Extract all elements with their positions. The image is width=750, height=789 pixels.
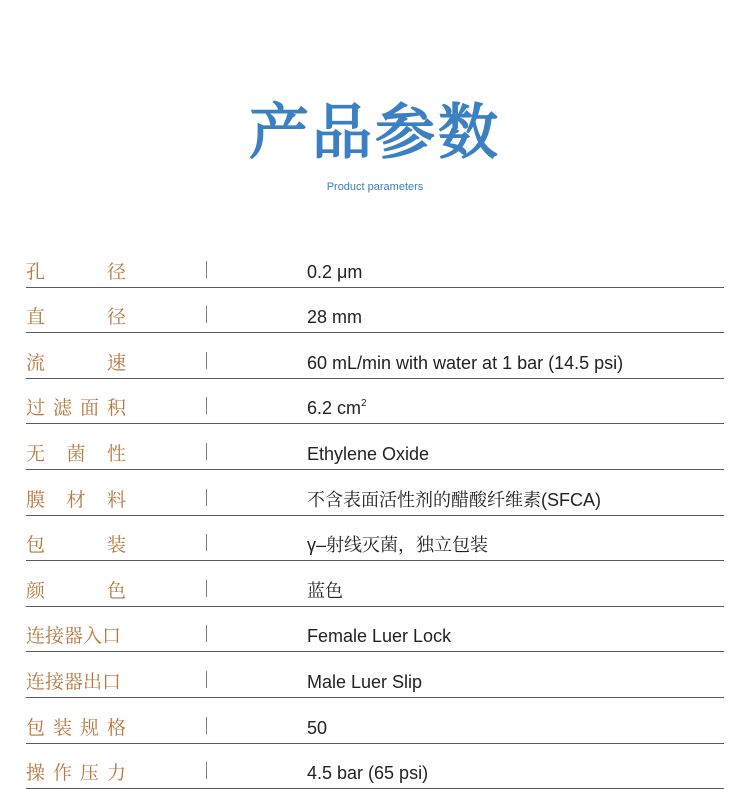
row-separator [206,625,207,642]
row-value-text: 4.5 bar (65 psi) [307,763,429,784]
row-value [307,442,429,466]
row-label-char: 规 [79,716,99,739]
row-value-text: Male Luer Slip [307,671,423,692]
row-label-char: 格 [106,716,126,739]
row-value-text: 60 mL/min with water at 1 bar (14.5 psi) [307,352,624,373]
row-value-text: 0.2 μm [307,261,363,282]
table-row [26,288,724,334]
page-title: 产品参数 [249,98,501,168]
row-label-char: 流 [26,351,46,374]
row-value [307,579,343,603]
row-label-char: 连接器入口 [26,625,122,648]
row-label-char: 力 [106,762,126,785]
row-label [26,260,126,284]
row-label-char: 装 [52,716,72,739]
row-label-char: 包 [26,716,46,739]
row-label-char: 菌 [66,442,86,465]
row-value-text: γ–射线灭菌，独立包装 [307,535,489,556]
row-label-char: 性 [106,442,126,465]
row-label-char: 连接器出口 [26,670,122,693]
row-value-superscript: 2 [361,398,367,410]
row-label [26,533,126,557]
row-label [26,442,126,466]
row-value [307,488,601,512]
row-value [307,761,428,785]
row-label-char: 速 [106,351,126,374]
row-label-char: 装 [106,534,126,557]
row-value [307,533,488,557]
row-separator [206,261,207,278]
row-separator [206,717,207,734]
table-row [26,242,724,288]
table-row [26,652,724,698]
row-value [307,305,362,329]
row-label-char: 作 [52,762,72,785]
row-separator [206,534,207,551]
row-label [26,624,126,648]
row-separator [206,489,207,506]
page-subtitle: Product parameters [326,181,424,193]
row-value [307,260,362,284]
table-row [26,424,724,470]
row-separator [206,580,207,597]
row-value [307,624,451,648]
table-row [26,698,724,744]
row-value-text: 6.2 cm [307,398,362,419]
row-label [26,579,126,603]
row-label [26,488,126,512]
row-separator [206,762,207,779]
row-separator [206,671,207,688]
row-label [26,396,126,420]
row-value-text: Ethylene Oxide [307,443,430,464]
row-value-text: 不含表面活性剂的醋酸纤维素(SFCA) [307,489,601,510]
row-label-char: 颜 [26,579,46,602]
row-label-char: 面 [79,397,99,420]
row-label [26,716,126,740]
row-separator [206,443,207,460]
row-label [26,761,126,785]
row-label-char: 积 [106,397,126,420]
row-label [26,305,126,329]
row-value [307,716,327,740]
row-separator [206,397,207,414]
row-label-char: 材 [66,488,86,511]
row-value [307,392,367,420]
row-value [307,351,623,375]
row-label-char: 膜 [26,488,46,511]
parameter-table [26,242,724,789]
row-value-text: 蓝色 [307,580,343,601]
row-value-text: 28 mm [307,307,363,328]
row-value-text: 50 [307,717,328,738]
row-label-char: 滤 [52,397,72,420]
table-row [26,379,724,425]
row-label-char: 径 [106,260,126,283]
row-label-char: 包 [26,534,46,557]
table-row [26,470,724,516]
row-value-text: Female Luer Lock [307,626,452,647]
row-value [307,670,422,694]
row-label-char: 压 [79,762,99,785]
row-label-char: 径 [106,306,126,329]
row-label-char: 无 [26,442,46,465]
row-label-char: 操 [26,762,46,785]
row-label-char: 色 [106,579,126,602]
table-row [26,333,724,379]
row-label-char: 孔 [26,260,46,283]
row-label-char: 直 [26,306,46,329]
row-label-char: 料 [106,488,126,511]
table-row [26,561,724,607]
row-label-char: 过 [26,397,46,420]
row-label [26,351,126,375]
row-separator [206,352,207,369]
row-label [26,670,126,694]
table-row [26,516,724,562]
row-separator [206,306,207,323]
table-row [26,744,724,789]
table-row [26,607,724,653]
